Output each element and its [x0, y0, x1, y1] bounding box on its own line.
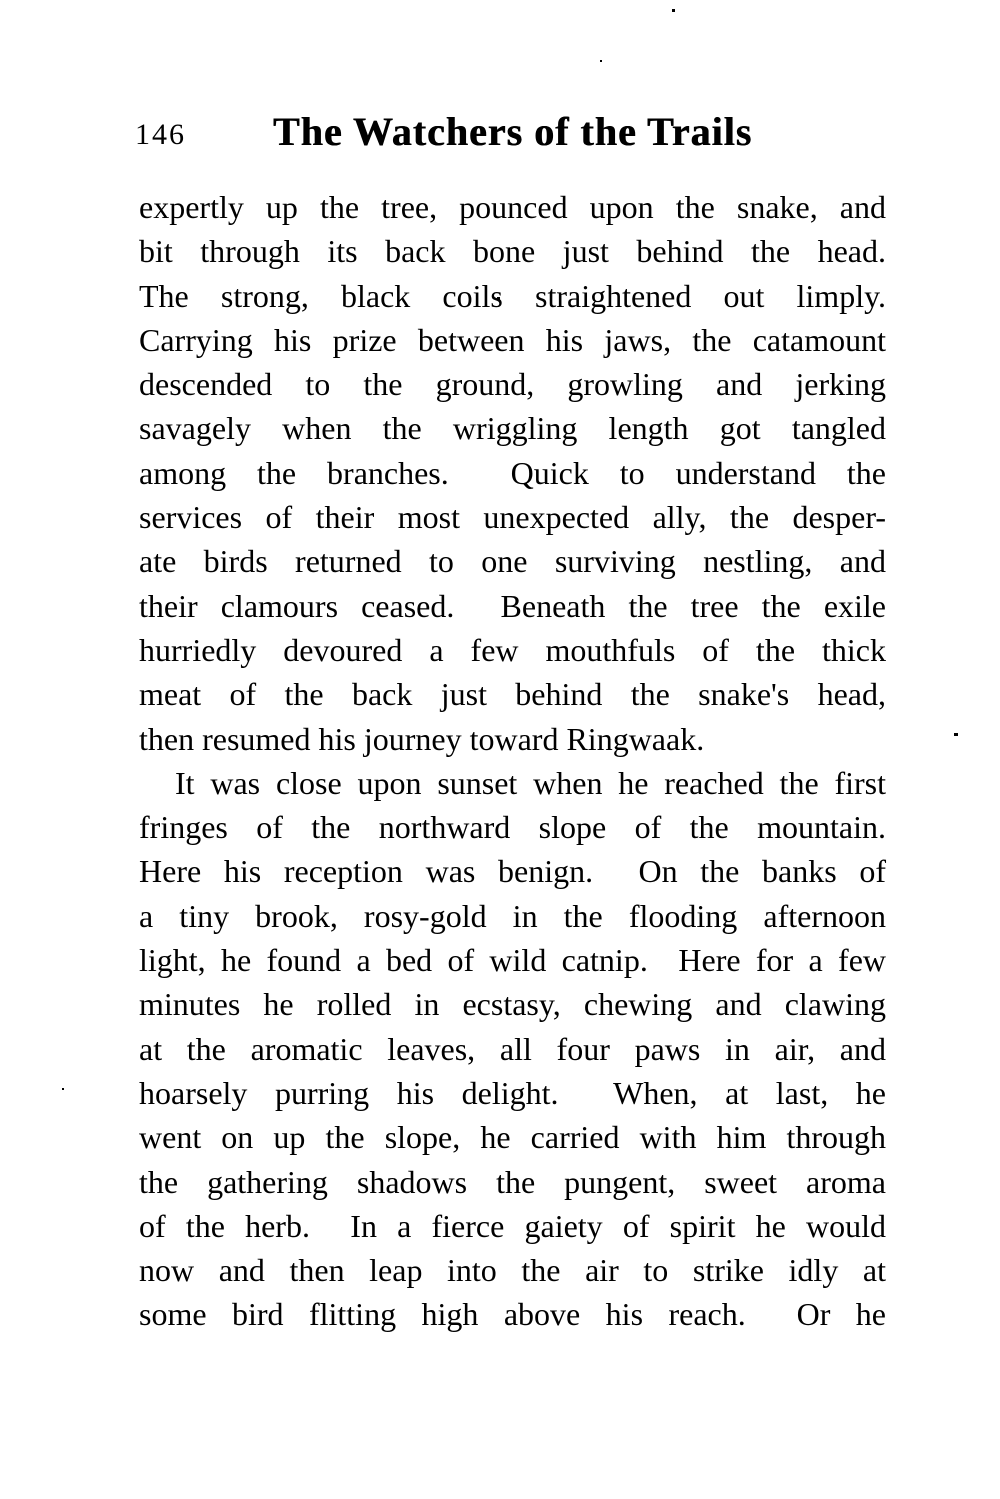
text-line: minutes he rolled in ecstasy, chewing and clawing — [139, 986, 886, 1023]
text-line: of the herb. In a fierce gaiety of spirit he would — [139, 1207, 886, 1244]
ink-speck — [62, 1088, 64, 1090]
page-title: The Watchers of the Trails — [272, 109, 753, 154]
text-line: hoarsely purring his delight. When, at last, he — [139, 1074, 886, 1111]
text-line: savagely when the wriggling length got tangled — [139, 410, 886, 447]
text-line: hurriedly devoured a few mouthfuls of the thick — [139, 631, 886, 668]
text-line: went on up the slope, he carried with him through — [139, 1119, 886, 1156]
text-line: fringes of the northward slope of the mountain. — [139, 809, 886, 846]
page-number: 146 — [135, 118, 186, 151]
ink-speck — [600, 60, 602, 62]
ink-speck — [954, 733, 958, 736]
text-line: Carrying his prize between his jaws, the catamount — [139, 321, 886, 358]
body-text — [139, 185, 886, 1337]
running-head — [135, 109, 886, 158]
text-line: light, he found a bed of wild catnip. Here for a few — [139, 942, 886, 979]
text-line: Here his reception was benign. On the banks of — [139, 853, 886, 890]
text-line: now and then leap into the air to strike idly at — [139, 1252, 886, 1289]
text-line: at the aromatic leaves, all four paws in air, and — [139, 1030, 886, 1067]
text-line: services of their most unexpected ally, the desper- — [139, 499, 886, 536]
text-line: meat of the back just behind the snake's head, — [139, 676, 886, 713]
text-line: It was close upon sunset when he reached the first — [175, 764, 886, 801]
text-line: ate birds returned to one surviving nestling, and — [139, 543, 886, 580]
ink-speck — [672, 9, 675, 12]
text-line: their clamours ceased. Beneath the tree the exile — [139, 587, 886, 624]
text-line: The strong, black coils straightened out limply. — [139, 277, 886, 314]
text-line: among the branches. Quick to understand the — [139, 454, 886, 491]
text-line: the gathering shadows the pungent, sweet aroma — [139, 1163, 886, 1200]
text-line: then resumed his journey toward Ringwaak. — [139, 720, 705, 757]
text-line: some bird flitting high above his reach. Or he — [139, 1296, 886, 1333]
text-line: expertly up the tree, pounced upon the snake, and — [139, 189, 886, 225]
text-line: descended to the ground, growling and jerking — [139, 366, 886, 403]
text-line: bit through its back bone just behind the head. — [139, 233, 886, 270]
text-line: a tiny brook, rosy-gold in the flooding afternoon — [139, 897, 886, 934]
